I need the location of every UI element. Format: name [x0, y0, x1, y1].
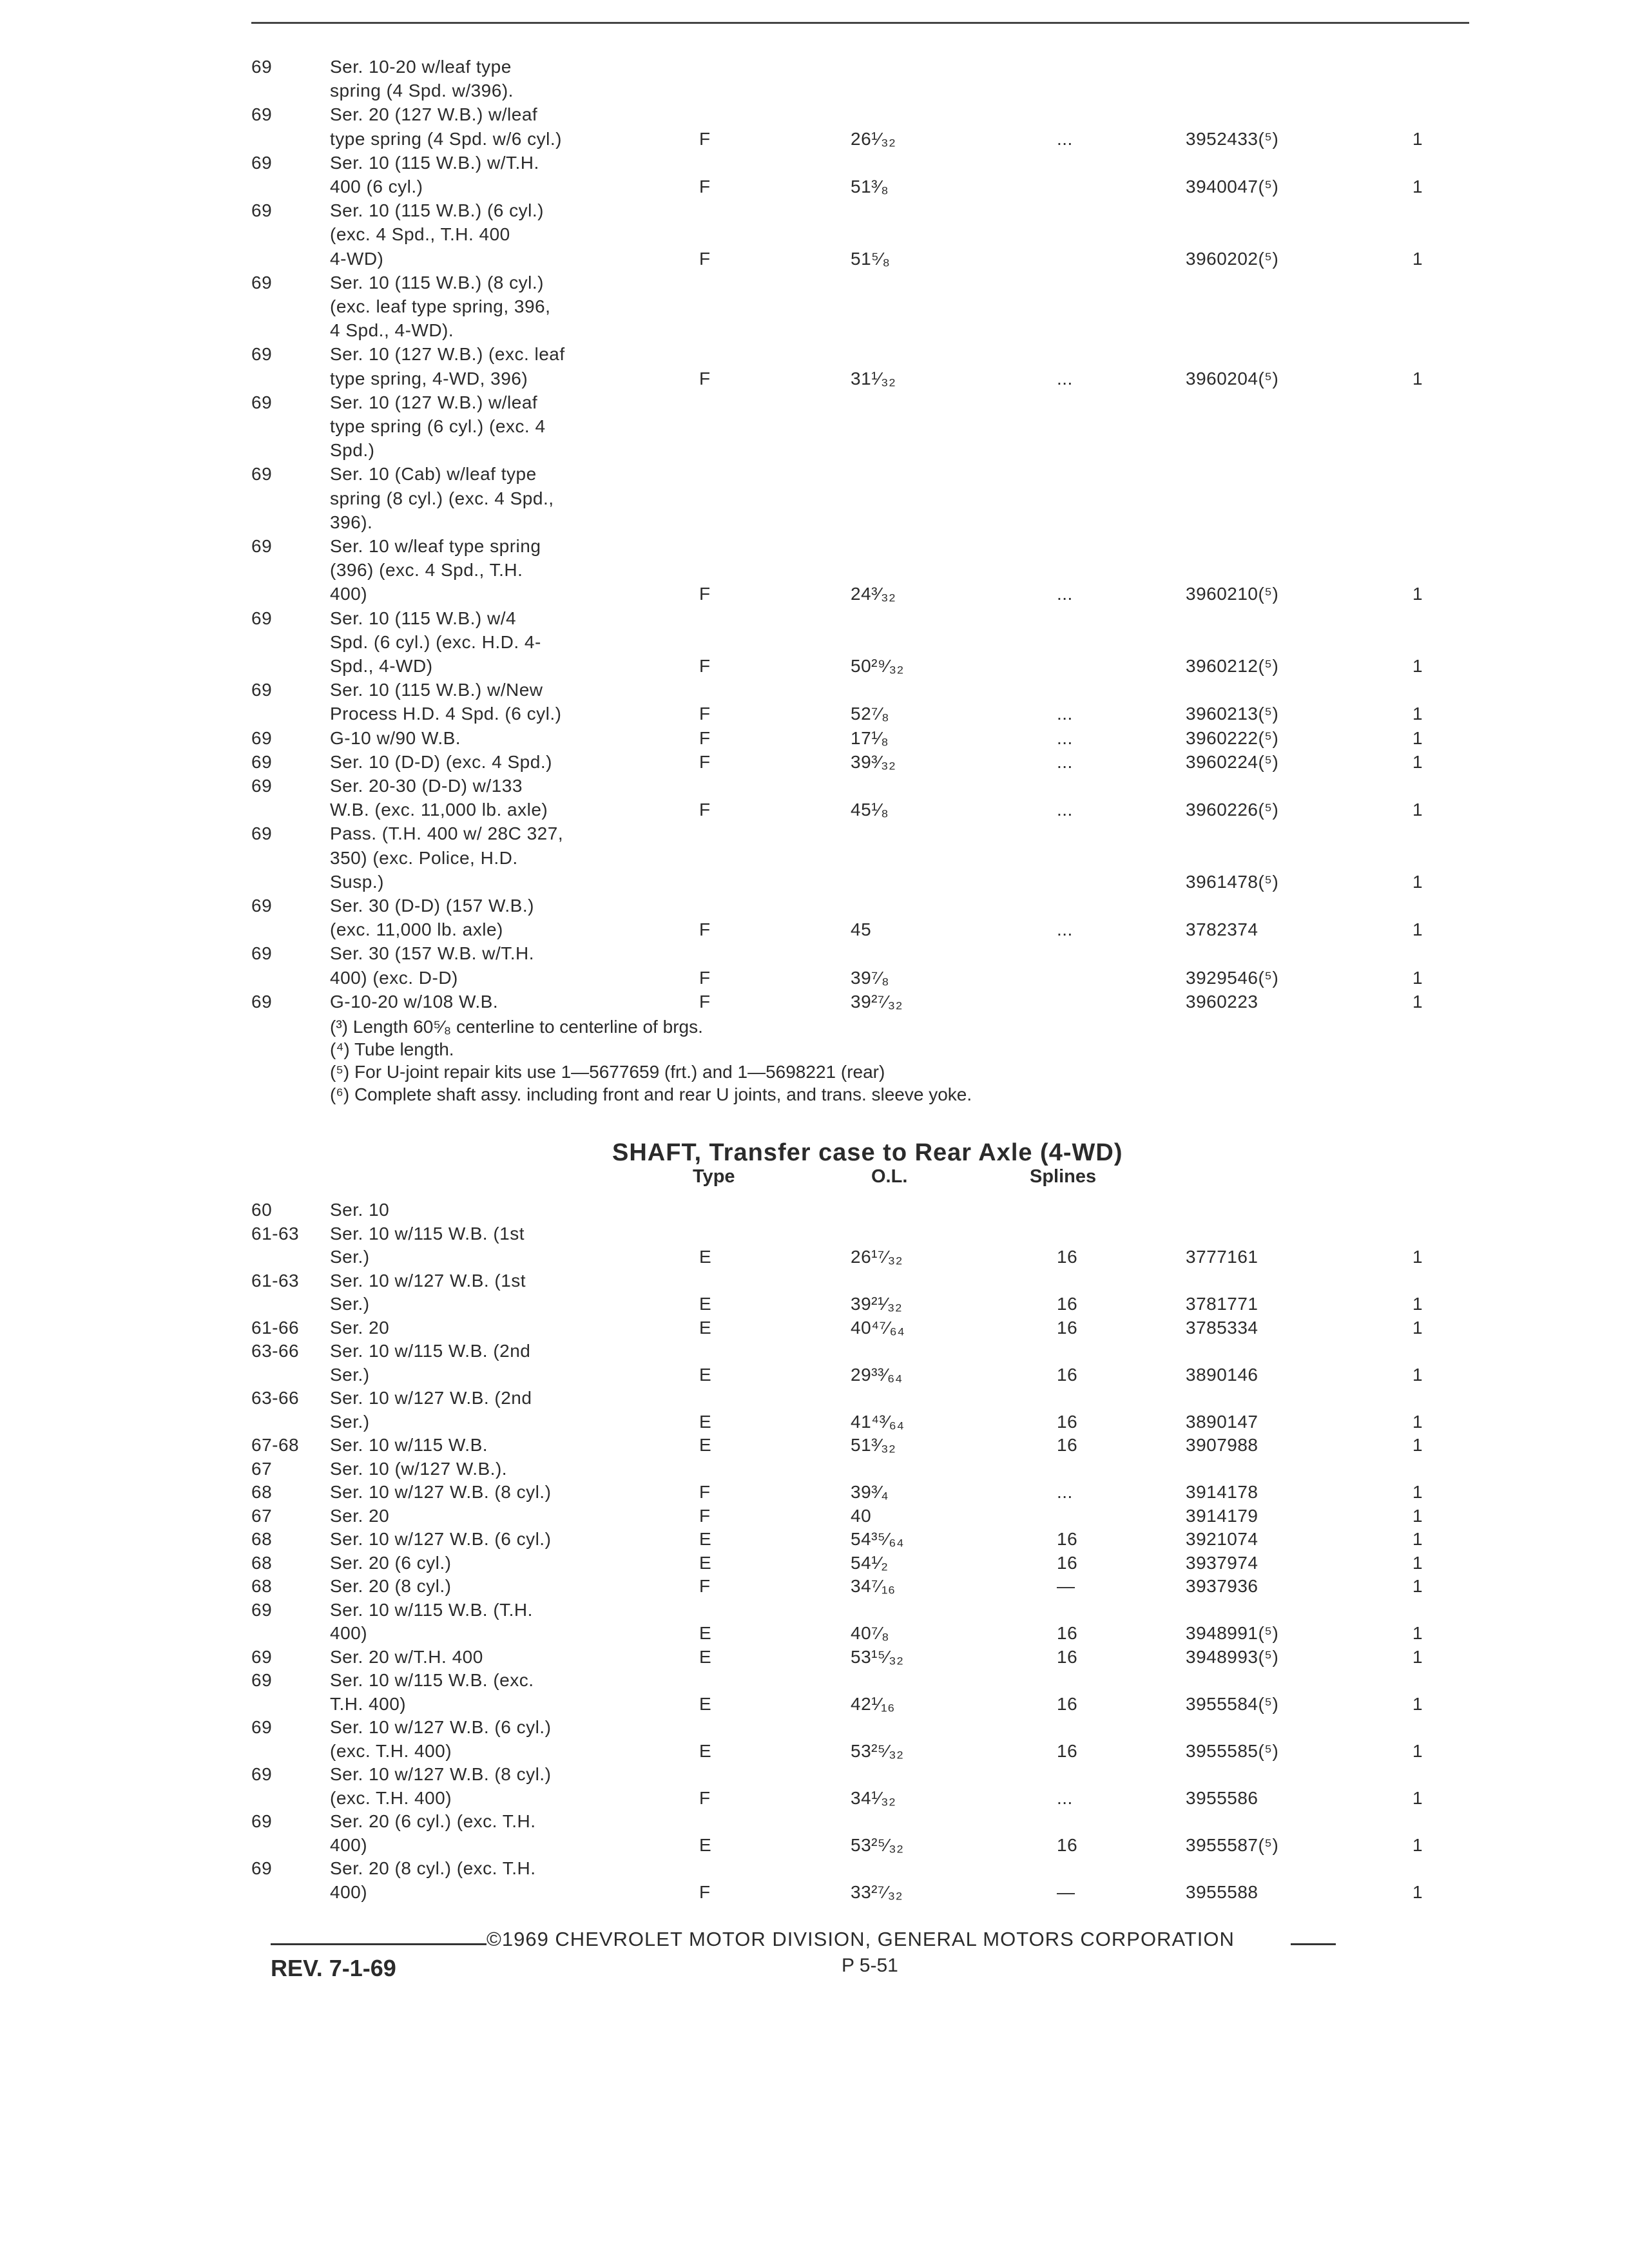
- footnote: (⁶) Complete shaft assy. including front and rear U joints, and trans. sleeve yoke.: [330, 1084, 972, 1104]
- row-splines: 16: [1057, 1693, 1078, 1714]
- row-year: 69: [251, 152, 273, 173]
- row-part-number: 3960210(⁵): [1186, 584, 1279, 604]
- row-splines: 16: [1057, 1834, 1078, 1855]
- row-part-number: 3955585(⁵): [1186, 1740, 1279, 1761]
- row-part-number: 3960226(⁵): [1186, 800, 1279, 820]
- row-description: Pass. (T.H. 400 w/ 28C 327,: [330, 823, 564, 844]
- row-quantity: 1: [1412, 1787, 1423, 1808]
- row-description: Ser. 10 (127 W.B.) (exc. leaf: [330, 344, 565, 365]
- row-year: 68: [251, 1576, 273, 1596]
- row-description: Ser. 10 w/115 W.B.: [330, 1435, 488, 1455]
- row-description: Ser. 10 w/127 W.B. (8 cyl.): [330, 1764, 552, 1784]
- row-ol: 39²⁷⁄₃₂: [851, 991, 903, 1012]
- row-splines: 16: [1057, 1740, 1078, 1761]
- row-splines: 16: [1057, 1317, 1078, 1338]
- row-type: F: [699, 1787, 711, 1808]
- row-year: 69: [251, 104, 273, 125]
- footnote: (³) Length 60⁵⁄₈ centerline to centerline of brgs.: [330, 1017, 703, 1037]
- row-description: Ser.): [330, 1247, 370, 1267]
- row-year: 69: [251, 1811, 273, 1831]
- row-part-number: 3921074: [1186, 1529, 1258, 1549]
- row-type: F: [699, 1482, 711, 1502]
- row-year: 69: [251, 1764, 273, 1784]
- row-quantity: 1: [1412, 248, 1423, 269]
- row-year: 69: [251, 57, 273, 77]
- row-description: 400): [330, 1623, 368, 1643]
- section-title: SHAFT, Transfer case to Rear Axle (4-WD): [612, 1139, 1123, 1166]
- row-quantity: 1: [1412, 919, 1423, 940]
- row-description: (exc. T.H. 400): [330, 1740, 452, 1761]
- row-ol: 45: [851, 919, 872, 940]
- row-ol: 39³⁄₃₂: [851, 751, 896, 772]
- row-quantity: 1: [1412, 584, 1423, 604]
- row-part-number: 3907988: [1186, 1435, 1258, 1455]
- row-quantity: 1: [1412, 1294, 1423, 1314]
- row-year: 69: [251, 1599, 273, 1620]
- row-description: G-10-20 w/108 W.B.: [330, 991, 499, 1012]
- row-year: 61-63: [251, 1270, 300, 1291]
- row-splines: ...: [1057, 727, 1073, 748]
- row-type: F: [699, 704, 711, 724]
- row-description: (exc. 11,000 lb. axle): [330, 919, 503, 940]
- row-quantity: 1: [1412, 751, 1423, 772]
- column-header-ol: O.L.: [871, 1166, 908, 1187]
- row-splines: ...: [1057, 368, 1073, 389]
- row-ol: 17¹⁄₈: [851, 727, 889, 748]
- row-type: F: [699, 800, 711, 820]
- row-quantity: 1: [1412, 177, 1423, 197]
- row-ol: 45¹⁄₈: [851, 800, 889, 820]
- row-ol: 54³⁵⁄₆₄: [851, 1529, 904, 1549]
- row-year: 68: [251, 1552, 273, 1573]
- row-ol: 51³⁄₃₂: [851, 1435, 896, 1455]
- row-part-number: 3890146: [1186, 1364, 1258, 1385]
- row-quantity: 1: [1412, 656, 1423, 676]
- row-description: Spd.): [330, 440, 375, 461]
- row-description: Ser. 30 (D-D) (157 W.B.): [330, 896, 534, 916]
- row-ol: 53²⁵⁄₃₂: [851, 1834, 904, 1855]
- row-part-number: 3940047(⁵): [1186, 177, 1279, 197]
- row-splines: ...: [1057, 1787, 1073, 1808]
- row-description: 400 (6 cyl.): [330, 177, 423, 197]
- row-description: 4 Spd., 4-WD).: [330, 320, 454, 341]
- row-year: 67-68: [251, 1435, 300, 1455]
- row-ol: 39²¹⁄₃₂: [851, 1294, 903, 1314]
- row-description: Ser.): [330, 1364, 370, 1385]
- row-ol: 29³³⁄₆₄: [851, 1364, 903, 1385]
- row-description: G-10 w/90 W.B.: [330, 727, 461, 748]
- row-part-number: 3785334: [1186, 1317, 1258, 1338]
- row-quantity: 1: [1412, 1834, 1423, 1855]
- row-quantity: 1: [1412, 128, 1423, 149]
- row-quantity: 1: [1412, 1317, 1423, 1338]
- row-splines: ...: [1057, 704, 1073, 724]
- row-year: 69: [251, 943, 273, 964]
- row-description: 4-WD): [330, 248, 384, 269]
- column-header-splines: Splines: [1030, 1166, 1097, 1187]
- row-ol: 53²⁵⁄₃₂: [851, 1740, 904, 1761]
- row-ol: 52⁷⁄₈: [851, 704, 890, 724]
- row-quantity: 1: [1412, 1529, 1423, 1549]
- row-splines: ...: [1057, 919, 1073, 940]
- row-description: type spring (6 cyl.) (exc. 4: [330, 416, 546, 436]
- row-type: E: [699, 1552, 712, 1573]
- row-type: F: [699, 584, 711, 604]
- row-part-number: 3955584(⁵): [1186, 1693, 1279, 1714]
- row-description: Ser. 10 w/115 W.B. (2nd: [330, 1341, 531, 1361]
- row-splines: 16: [1057, 1529, 1078, 1549]
- row-splines: 16: [1057, 1294, 1078, 1314]
- row-description: (396) (exc. 4 Spd., T.H.: [330, 560, 523, 581]
- row-type: E: [699, 1411, 712, 1432]
- row-year: 69: [251, 1670, 273, 1690]
- row-description: 400): [330, 1881, 368, 1902]
- row-part-number: 3960223: [1186, 991, 1258, 1012]
- column-header-type: Type: [693, 1166, 735, 1187]
- row-quantity: 1: [1412, 1435, 1423, 1455]
- row-type: E: [699, 1364, 712, 1385]
- row-description: spring (4 Spd. w/396).: [330, 81, 514, 101]
- row-quantity: 1: [1412, 727, 1423, 748]
- row-year: 69: [251, 776, 273, 796]
- row-quantity: 1: [1412, 967, 1423, 988]
- row-type: F: [699, 991, 711, 1012]
- row-type: F: [699, 248, 711, 269]
- row-ol: 40⁷⁄₈: [851, 1623, 890, 1643]
- row-ol: 24³⁄₃₂: [851, 584, 896, 604]
- row-part-number: 3782374: [1186, 919, 1258, 940]
- row-part-number: 3952433(⁵): [1186, 128, 1279, 149]
- row-year: 69: [251, 1717, 273, 1737]
- row-splines: 16: [1057, 1623, 1078, 1643]
- row-description: Ser. 20: [330, 1505, 390, 1526]
- row-quantity: 1: [1412, 1881, 1423, 1902]
- row-description: 400): [330, 1834, 368, 1855]
- row-description: Ser. 10 (115 W.B.) (8 cyl.): [330, 272, 544, 293]
- row-description: type spring (4 Spd. w/6 cyl.): [330, 128, 562, 149]
- row-description: Ser. 10 w/127 W.B. (8 cyl.): [330, 1482, 552, 1502]
- row-type: E: [699, 1529, 712, 1549]
- row-ol: 26¹⁷⁄₃₂: [851, 1247, 903, 1267]
- row-type: E: [699, 1834, 712, 1855]
- row-quantity: 1: [1412, 1552, 1423, 1573]
- row-type: E: [699, 1646, 712, 1667]
- revision-date: REV. 7-1-69: [271, 1955, 396, 1981]
- row-description: Ser. 10 w/127 W.B. (6 cyl.): [330, 1529, 552, 1549]
- row-part-number: 3960204(⁵): [1186, 368, 1279, 389]
- row-type: F: [699, 1881, 711, 1902]
- row-description: Ser.): [330, 1411, 370, 1432]
- row-ol: 39⁷⁄₈: [851, 967, 890, 988]
- row-description: Ser. 10 (115 W.B.) w/New: [330, 680, 543, 700]
- row-type: E: [699, 1247, 712, 1267]
- row-description: (exc. 4 Spd., T.H. 400: [330, 224, 510, 245]
- row-ol: 41⁴³⁄₆₄: [851, 1411, 905, 1432]
- row-description: Ser. 20-30 (D-D) w/133: [330, 776, 523, 796]
- row-description: Spd., 4-WD): [330, 656, 433, 676]
- row-quantity: 1: [1412, 1693, 1423, 1714]
- row-description: Ser. 20 (8 cyl.) (exc. T.H.: [330, 1858, 536, 1878]
- row-description: Ser. 20 (8 cyl.): [330, 1576, 452, 1596]
- row-year: 61-66: [251, 1317, 300, 1338]
- row-description: Spd. (6 cyl.) (exc. H.D. 4-: [330, 631, 541, 652]
- row-type: E: [699, 1435, 712, 1455]
- row-quantity: 1: [1412, 871, 1423, 892]
- row-type: F: [699, 751, 711, 772]
- row-description: (exc. leaf type spring, 396,: [330, 296, 551, 316]
- row-description: 396).: [330, 512, 373, 532]
- row-description: Ser. 20 (6 cyl.) (exc. T.H.: [330, 1811, 536, 1831]
- row-year: 69: [251, 751, 273, 772]
- row-description: Ser. 10 w/115 W.B. (T.H.: [330, 1599, 533, 1620]
- row-year: 61-63: [251, 1223, 300, 1244]
- row-type: F: [699, 727, 711, 748]
- row-description: Ser. 10 (127 W.B.) w/leaf: [330, 392, 538, 412]
- row-year: 69: [251, 823, 273, 844]
- row-splines: ...: [1057, 800, 1073, 820]
- row-description: T.H. 400): [330, 1693, 407, 1714]
- row-description: Ser. 10 (115 W.B.) w/T.H.: [330, 152, 539, 173]
- row-ol: 50²⁹⁄₃₂: [851, 656, 904, 676]
- row-description: Ser. 10 w/115 W.B. (1st: [330, 1223, 525, 1244]
- row-description: Ser. 10 (115 W.B.) w/4: [330, 608, 517, 628]
- row-year: 63-66: [251, 1341, 300, 1361]
- row-description: W.B. (exc. 11,000 lb. axle): [330, 800, 548, 820]
- row-type: E: [699, 1294, 712, 1314]
- row-description: Ser. 10 w/127 W.B. (2nd: [330, 1388, 532, 1408]
- row-year: 69: [251, 536, 273, 556]
- row-splines: —: [1057, 1576, 1075, 1596]
- row-description: type spring, 4-WD, 396): [330, 368, 528, 389]
- row-type: E: [699, 1693, 712, 1714]
- row-part-number: 3937974: [1186, 1552, 1258, 1573]
- row-year: 69: [251, 464, 273, 485]
- row-year: 69: [251, 608, 273, 628]
- row-part-number: 3960222(⁵): [1186, 727, 1279, 748]
- row-ol: 39³⁄₄: [851, 1482, 889, 1502]
- row-description: Ser. 30 (157 W.B. w/T.H.: [330, 943, 535, 964]
- row-description: 350) (exc. Police, H.D.: [330, 847, 518, 868]
- row-description: spring (8 cyl.) (exc. 4 Spd.,: [330, 488, 554, 508]
- row-splines: 16: [1057, 1435, 1078, 1455]
- row-quantity: 1: [1412, 991, 1423, 1012]
- row-splines: —: [1057, 1881, 1075, 1902]
- row-splines: 16: [1057, 1552, 1078, 1573]
- row-ol: 51⁵⁄₈: [851, 248, 891, 269]
- row-quantity: 1: [1412, 1364, 1423, 1385]
- row-ol: 53¹⁵⁄₃₂: [851, 1646, 904, 1667]
- row-description: Ser. 10 (D-D) (exc. 4 Spd.): [330, 751, 552, 772]
- row-year: 67: [251, 1458, 273, 1479]
- row-description: Susp.): [330, 871, 384, 892]
- row-description: 400) (exc. D-D): [330, 967, 458, 988]
- row-description: Ser.): [330, 1294, 370, 1314]
- row-part-number: 3937936: [1186, 1576, 1258, 1596]
- row-description: Process H.D. 4 Spd. (6 cyl.): [330, 704, 562, 724]
- row-part-number: 3914178: [1186, 1482, 1258, 1502]
- row-quantity: 1: [1412, 1646, 1423, 1667]
- row-part-number: 3781771: [1186, 1294, 1258, 1314]
- row-splines: 16: [1057, 1247, 1078, 1267]
- row-quantity: 1: [1412, 368, 1423, 389]
- row-year: 69: [251, 344, 273, 365]
- row-part-number: 3948993(⁵): [1186, 1646, 1279, 1667]
- row-splines: 16: [1057, 1646, 1078, 1667]
- row-part-number: 3955588: [1186, 1881, 1258, 1902]
- row-type: E: [699, 1317, 712, 1338]
- footer-rule-right: [1291, 1943, 1336, 1945]
- row-description: Ser. 20 w/T.H. 400: [330, 1646, 483, 1667]
- row-type: F: [699, 919, 711, 940]
- row-ol: 51³⁄₈: [851, 177, 889, 197]
- row-ol: 34⁷⁄₁₆: [851, 1576, 896, 1596]
- row-ol: 54¹⁄₂: [851, 1552, 889, 1573]
- row-description: Ser. 10 (Cab) w/leaf type: [330, 464, 537, 485]
- row-part-number: 3960213(⁵): [1186, 704, 1279, 724]
- row-ol: 40⁴⁷⁄₆₄: [851, 1317, 905, 1338]
- row-ol: 26¹⁄₃₂: [851, 128, 896, 149]
- row-type: F: [699, 967, 711, 988]
- row-year: 69: [251, 991, 273, 1012]
- row-ol: 40: [851, 1505, 872, 1526]
- row-description: 400): [330, 584, 368, 604]
- row-ol: 34¹⁄₃₂: [851, 1787, 896, 1808]
- row-year: 60: [251, 1200, 273, 1220]
- row-type: E: [699, 1623, 712, 1643]
- row-part-number: 3955586: [1186, 1787, 1258, 1808]
- row-part-number: 3890147: [1186, 1411, 1258, 1432]
- row-part-number: 3960212(⁵): [1186, 656, 1279, 676]
- row-description: Ser. 10-20 w/leaf type: [330, 57, 512, 77]
- row-type: F: [699, 368, 711, 389]
- row-year: 69: [251, 896, 273, 916]
- row-year: 69: [251, 200, 273, 221]
- row-part-number: 3961478(⁵): [1186, 871, 1279, 892]
- row-part-number: 3960202(⁵): [1186, 248, 1279, 269]
- row-quantity: 1: [1412, 1247, 1423, 1267]
- row-part-number: 3955587(⁵): [1186, 1834, 1279, 1855]
- row-description: (exc. T.H. 400): [330, 1787, 452, 1808]
- top-rule: [251, 22, 1469, 24]
- row-quantity: 1: [1412, 1505, 1423, 1526]
- row-quantity: 1: [1412, 704, 1423, 724]
- row-description: Ser. 10 w/127 W.B. (6 cyl.): [330, 1717, 552, 1737]
- row-quantity: 1: [1412, 1482, 1423, 1502]
- row-description: Ser. 20 (6 cyl.): [330, 1552, 452, 1573]
- row-ol: 42¹⁄₁₆: [851, 1693, 895, 1714]
- row-splines: 16: [1057, 1411, 1078, 1432]
- row-description: Ser. 10: [330, 1200, 390, 1220]
- row-part-number: 3777161: [1186, 1247, 1258, 1267]
- row-description: Ser. 10 w/127 W.B. (1st: [330, 1270, 526, 1291]
- row-year: 63-66: [251, 1388, 300, 1408]
- row-splines: 16: [1057, 1364, 1078, 1385]
- row-type: F: [699, 656, 711, 676]
- row-splines: ...: [1057, 751, 1073, 772]
- row-part-number: 3929546(⁵): [1186, 967, 1279, 988]
- row-type: F: [699, 1576, 711, 1596]
- footer-rule-left: [271, 1943, 487, 1945]
- row-type: F: [699, 1505, 711, 1526]
- row-description: Ser. 10 (w/127 W.B.).: [330, 1458, 508, 1479]
- row-part-number: 3948991(⁵): [1186, 1623, 1279, 1643]
- row-type: E: [699, 1740, 712, 1761]
- page-number: P 5-51: [842, 1955, 898, 1976]
- row-year: 69: [251, 392, 273, 412]
- row-year: 68: [251, 1482, 273, 1502]
- row-ol: 33²⁷⁄₃₂: [851, 1881, 903, 1902]
- footnote: (⁴) Tube length.: [330, 1039, 454, 1059]
- row-year: 69: [251, 272, 273, 293]
- row-year: 69: [251, 680, 273, 700]
- row-description: Ser. 10 w/115 W.B. (exc.: [330, 1670, 534, 1690]
- footer-copyright: ©1969 CHEVROLET MOTOR DIVISION, GENERAL MOTORS CORPORATION: [487, 1928, 1235, 1950]
- row-quantity: 1: [1412, 1576, 1423, 1596]
- row-splines: ...: [1057, 1482, 1073, 1502]
- row-year: 67: [251, 1505, 273, 1526]
- row-year: 68: [251, 1529, 273, 1549]
- footnote: (⁵) For U-joint repair kits use 1—5677659 (frt.) and 1—5698221 (rear): [330, 1062, 885, 1082]
- row-quantity: 1: [1412, 800, 1423, 820]
- row-type: F: [699, 177, 711, 197]
- row-type: F: [699, 128, 711, 149]
- row-year: 69: [251, 1646, 273, 1667]
- row-year: 69: [251, 727, 273, 748]
- row-year: 69: [251, 1858, 273, 1878]
- row-part-number: 3914179: [1186, 1505, 1258, 1526]
- row-part-number: 3960224(⁵): [1186, 751, 1279, 772]
- row-splines: ...: [1057, 128, 1073, 149]
- row-description: Ser. 20: [330, 1317, 390, 1338]
- row-splines: ...: [1057, 584, 1073, 604]
- row-quantity: 1: [1412, 1740, 1423, 1761]
- row-quantity: 1: [1412, 1411, 1423, 1432]
- row-description: Ser. 10 w/leaf type spring: [330, 536, 541, 556]
- row-description: Ser. 10 (115 W.B.) (6 cyl.): [330, 200, 544, 221]
- row-ol: 31¹⁄₃₂: [851, 368, 896, 389]
- row-description: Ser. 20 (127 W.B.) w/leaf: [330, 104, 538, 125]
- row-quantity: 1: [1412, 1623, 1423, 1643]
